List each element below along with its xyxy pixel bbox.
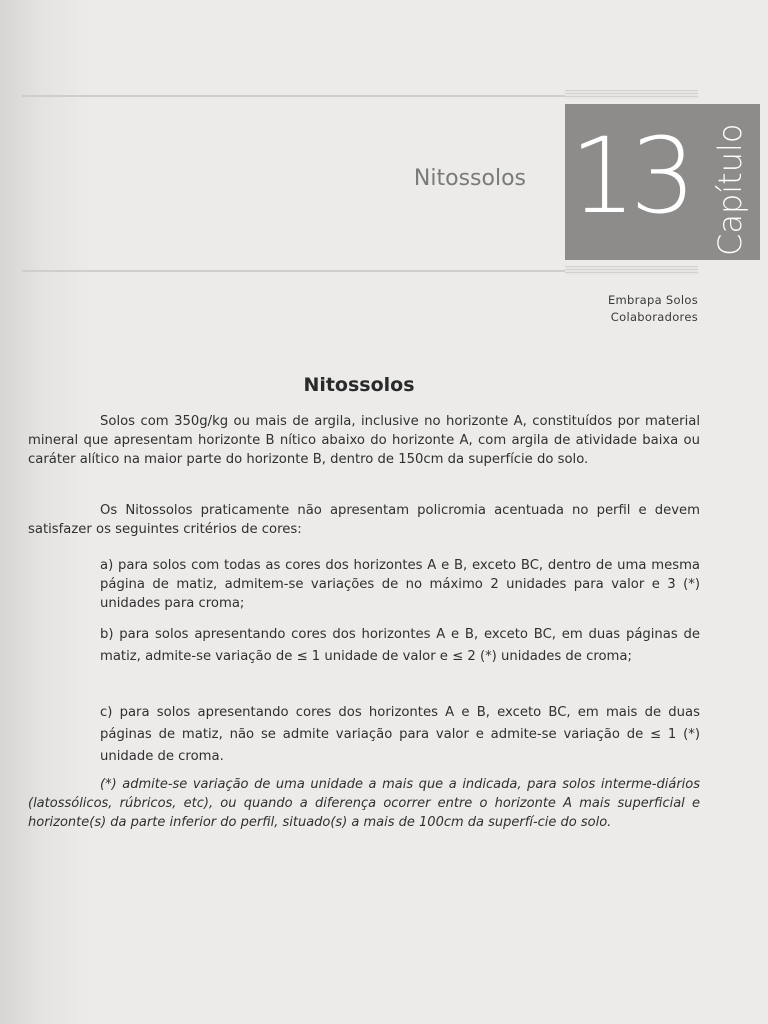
criterion-a: a) para solos com todas as cores dos horizontes A e B, exceto BC, dentro de uma mesma página de matiz, admitem-se variações de no máximo 2 unidades para valor e 3 (*) unidades para croma;	[100, 558, 700, 611]
paragraph-definition: Solos com 350g/kg ou mais de argila, inclusive no horizonte A, constituídos por material mineral que apresentam horizonte B nítico abaixo do horizonte A, com argila de atividade baixa ou caráter alítico na maior parte do horizonte B, dentro de 150cm da superfície do solo.	[28, 414, 700, 467]
header-bottom-strip	[565, 266, 698, 275]
chapter-title: Nitossolos	[413, 166, 526, 191]
criterion-c: c) para solos apresentando cores dos horizontes A e B, exceto BC, em mais de duas páginas de matiz, não se admite variação para valor e admite-se variação de ≤ 1 (*) unidade de croma.	[100, 705, 700, 764]
chapter-badge	[565, 104, 760, 260]
header-bottom-rule	[22, 270, 566, 272]
byline-organization: Embrapa Solos	[607, 293, 698, 307]
byline	[520, 292, 698, 326]
criterion-b: b) para solos apresentando cores dos horizontes A e B, exceto BC, em duas páginas de matiz, admite-se variação de ≤ 1 unidade de valor e ≤ 2 (*) unidades de croma;	[100, 627, 700, 664]
chapter-number: 13	[569, 115, 691, 237]
section-title: Nitossolos	[303, 374, 415, 396]
chapter-label: Capítulo	[711, 123, 749, 256]
paragraph-color-criteria: Os Nitossolos praticamente não apresentam policromia acentuada no perfil e devem satisfazer os seguintes critérios de cores:	[28, 503, 700, 537]
header-top-strip	[565, 90, 698, 99]
byline-role: Colaboradores	[610, 310, 698, 324]
footnote: (*) admite-se variação de uma unidade a mais que a indicada, para solos interme-diários (latossólicos, rúbricos, etc), ou quando a diferença ocorrer entre o horizonte A mais superficial e horizonte(s) da parte inferior do perfil, situado(s) a mais de 100cm da superfí-cie do solo.	[28, 777, 700, 830]
header-top-rule	[22, 95, 566, 97]
